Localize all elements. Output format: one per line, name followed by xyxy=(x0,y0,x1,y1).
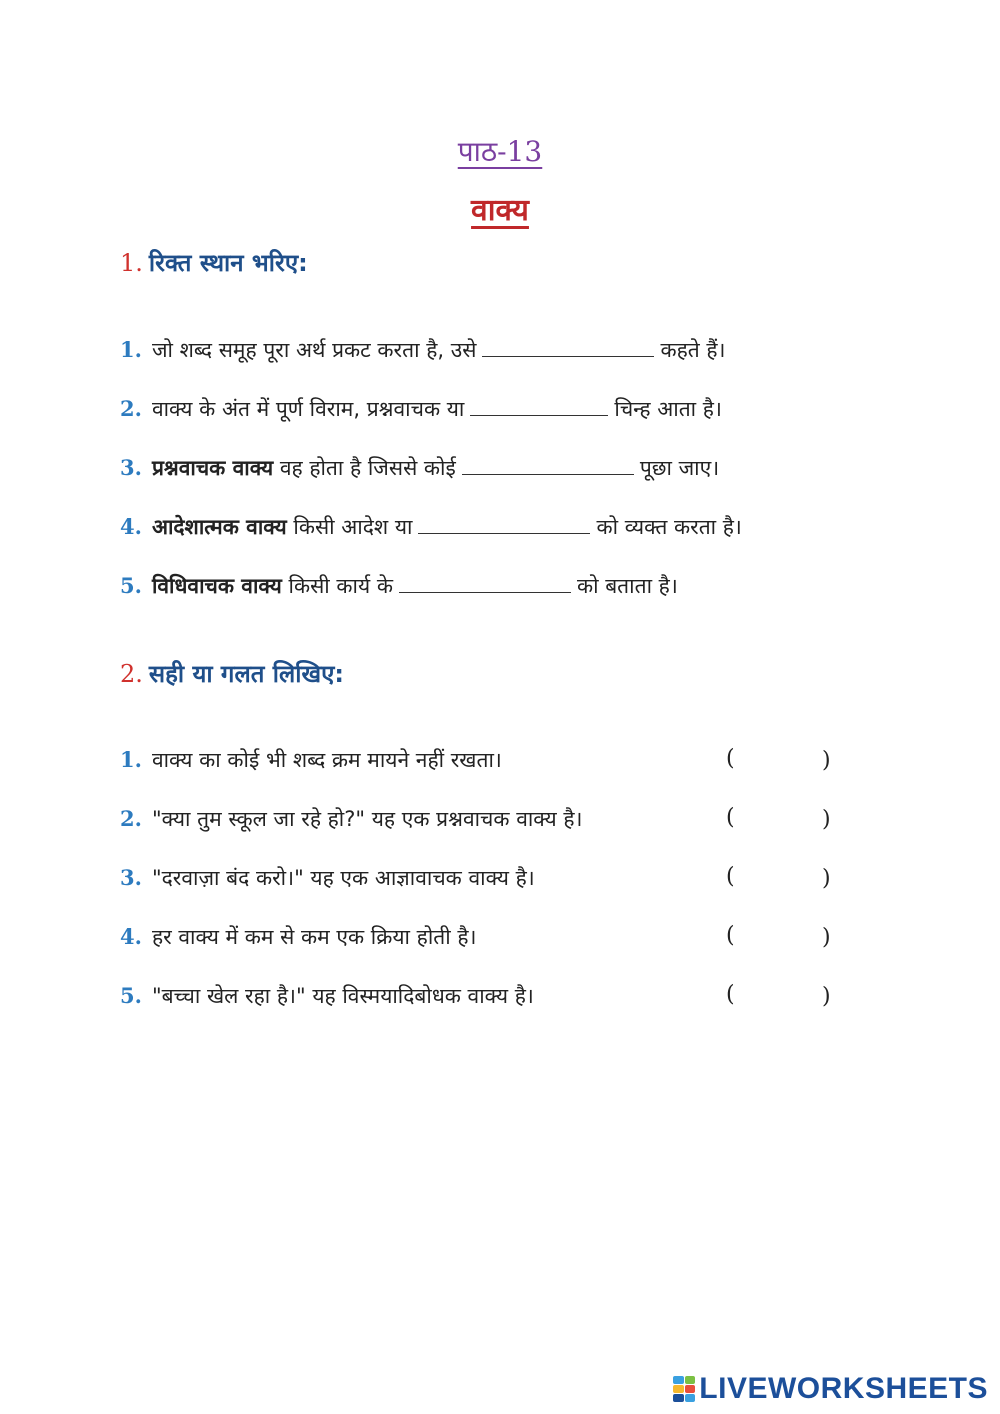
statement-number: 2. xyxy=(120,806,142,831)
section-number: 1. xyxy=(120,249,143,277)
true-false-statement-5 xyxy=(120,982,534,1010)
true-false-statement-1 xyxy=(120,746,502,774)
open-paren: ( xyxy=(726,923,735,948)
statement-text: हर वाक्य में कम से कम एक क्रिया होती है। xyxy=(151,925,477,949)
section-title: रिक्त स्थान भरिए: xyxy=(148,249,308,277)
blank-input[interactable] xyxy=(462,456,634,475)
question-number: 1. xyxy=(120,337,142,362)
statement-text: "क्या तुम स्कूल जा रहे हो?" यह एक प्रश्नवाचक वाक्य है। xyxy=(151,807,583,831)
statement-number: 1. xyxy=(120,747,142,772)
open-paren: ( xyxy=(726,982,735,1007)
close-paren: ) xyxy=(822,807,831,832)
question-number: 3. xyxy=(120,455,142,480)
question-text: वह होता है जिससे कोई xyxy=(279,456,456,480)
close-paren: ) xyxy=(822,748,831,773)
statement-text: "बच्चा खेल रहा है।" यह विस्मयादिबोधक वाक्य है। xyxy=(151,984,534,1008)
statement-number: 3. xyxy=(120,865,142,890)
question-text-end: को बताता है। xyxy=(576,574,678,598)
blank-input[interactable] xyxy=(482,338,654,357)
question-term: आदेशात्मक वाक्य xyxy=(151,515,287,539)
blank-input[interactable] xyxy=(470,397,608,416)
fill-question-3 xyxy=(120,454,719,482)
true-false-statement-2 xyxy=(120,805,583,833)
question-text-end: को व्यक्त करता है। xyxy=(596,515,742,539)
question-number: 5. xyxy=(120,573,142,598)
open-paren: ( xyxy=(726,805,735,830)
lesson-number: पाठ-13 xyxy=(457,135,543,168)
open-paren: ( xyxy=(726,746,735,771)
open-paren: ( xyxy=(726,864,735,889)
question-number: 2. xyxy=(120,396,142,421)
question-number: 4. xyxy=(120,514,142,539)
statement-number: 4. xyxy=(120,924,142,949)
statement-text: वाक्य का कोई भी शब्द क्रम मायने नहीं रखता। xyxy=(151,748,502,772)
section-1-heading xyxy=(120,246,308,279)
blank-input[interactable] xyxy=(418,515,590,534)
fill-question-5 xyxy=(120,572,678,600)
fill-question-4 xyxy=(120,513,742,541)
liveworksheets-logo xyxy=(673,1372,988,1406)
true-false-statement-3 xyxy=(120,864,535,892)
close-paren: ) xyxy=(822,984,831,1009)
question-text-end: चिन्ह आता है। xyxy=(614,397,722,421)
question-term: प्रश्नवाचक वाक्य xyxy=(151,456,274,480)
section-number: 2. xyxy=(120,660,143,688)
section-2-heading xyxy=(120,657,344,690)
true-false-statement-4 xyxy=(120,923,476,951)
section-title: सही या गलत लिखिए: xyxy=(148,660,344,688)
fill-question-2 xyxy=(120,395,722,423)
statement-text: "दरवाज़ा बंद करो।" यह एक आज्ञावाचक वाक्य है। xyxy=(151,866,535,890)
fill-question-1 xyxy=(120,336,725,364)
lesson-title: वाक्य xyxy=(471,193,529,228)
question-term: विधिवाचक वाक्य xyxy=(151,574,282,598)
question-text-end: पूछा जाए। xyxy=(639,456,720,480)
close-paren: ) xyxy=(822,866,831,891)
statement-number: 5. xyxy=(120,983,142,1008)
close-paren: ) xyxy=(822,925,831,950)
liveworksheets-logo-icon xyxy=(673,1376,695,1402)
question-text: किसी आदेश या xyxy=(293,515,413,539)
question-text-end: कहते हैं। xyxy=(660,338,726,362)
logo-text: LIVEWORKSHEETS xyxy=(699,1372,988,1405)
question-text: जो शब्द समूह पूरा अर्थ प्रकट करता है, उसे xyxy=(151,338,477,362)
question-text: वाक्य के अंत में पूर्ण विराम, प्रश्नवाचक या xyxy=(151,397,465,421)
blank-input[interactable] xyxy=(399,574,571,593)
question-text: किसी कार्य के xyxy=(288,574,393,598)
